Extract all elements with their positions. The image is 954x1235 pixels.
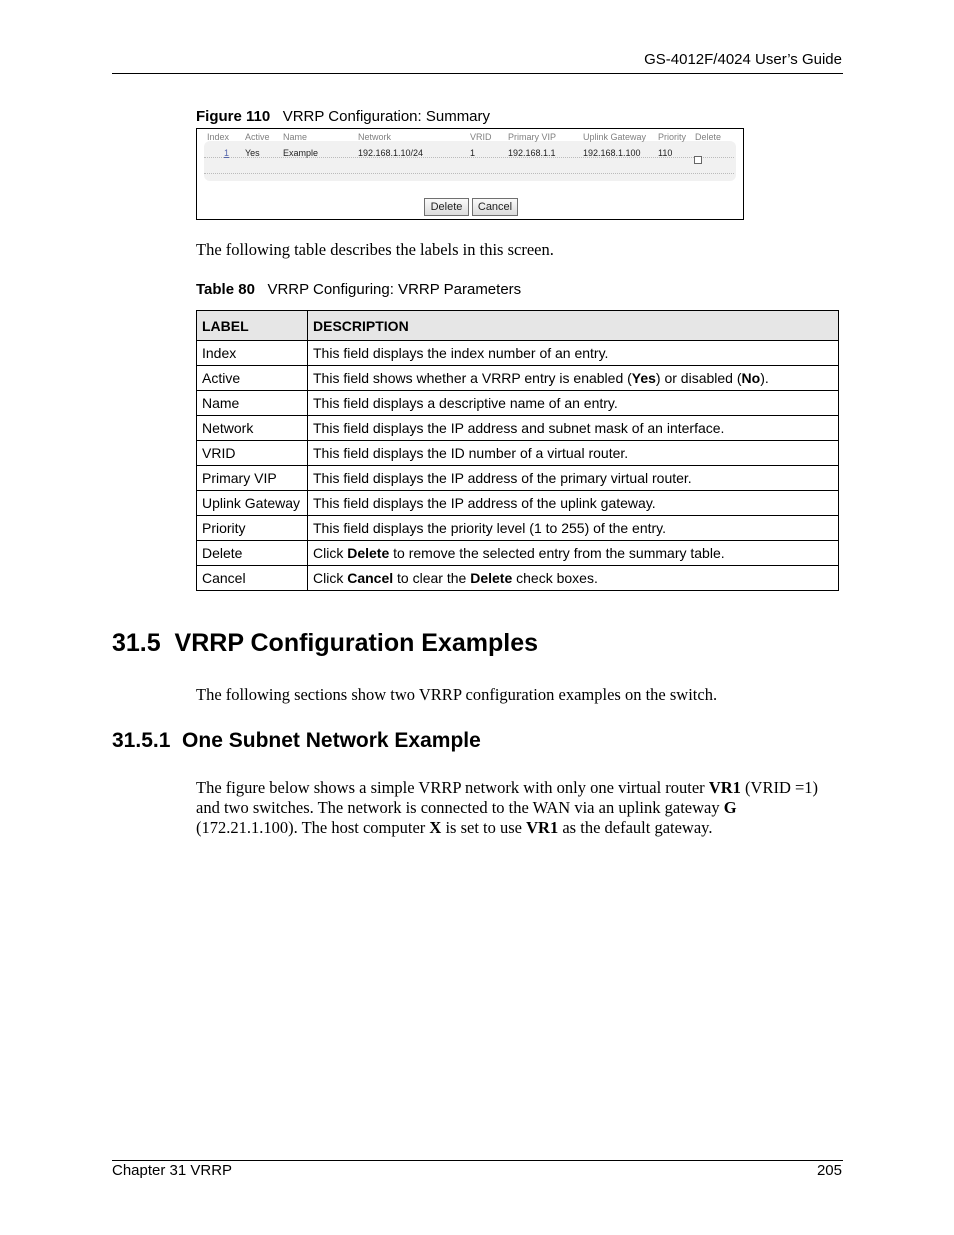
footer-page-number: 205	[816, 1162, 842, 1179]
subsection-heading: 31.5.1 One Subnet Network Example	[112, 729, 481, 752]
row-label: Name	[197, 391, 308, 416]
intro-paragraph: The following table describes the labels in this screen.	[196, 240, 554, 259]
entry-primary-vip: 192.168.1.1	[508, 148, 556, 158]
table-row	[197, 491, 839, 516]
row-label: VRID	[197, 441, 308, 466]
page-header-title: GS-4012F/4024 User’s Guide	[644, 51, 842, 68]
footer-rule	[112, 1160, 843, 1161]
section-paragraph: The following sections show two VRRP configuration examples on the switch.	[196, 685, 718, 704]
row-label: Uplink Gateway	[197, 491, 308, 516]
figure-caption-text: VRRP Configuration: Summary	[282, 108, 491, 125]
table-row	[197, 566, 839, 591]
row-description: Click Delete to remove the selected entry from the summary table.	[308, 541, 839, 566]
entry-active: Yes	[245, 148, 260, 158]
row-description: This field displays the priority level (1 to 255) of the entry.	[308, 516, 839, 541]
table-row	[197, 391, 839, 416]
entry-uplink-gateway: 192.168.1.100	[583, 148, 641, 158]
entry-index-link[interactable]: 1	[224, 148, 230, 158]
row-label: Cancel	[197, 566, 308, 591]
row-label: Index	[197, 341, 308, 366]
row-description: This field displays the ID number of a virtual router.	[308, 441, 839, 466]
entry-vrid: 1	[470, 148, 476, 158]
subsection-paragraph: The figure below shows a simple VRRP network with only one virtual router VR1 (VRID =1) and two switches. The network is connected to the WAN via an uplink gateway G (172.21.1.100). The host computer X is set to use VR1 as the default gateway.	[196, 778, 819, 837]
row-description: This field displays the IP address of the uplink gateway.	[308, 491, 839, 516]
entry-network: 192.168.1.10/24	[358, 148, 424, 158]
col-header-delete: Delete	[695, 132, 722, 142]
row-label: Primary VIP	[197, 466, 308, 491]
col-header-uplink-gateway: Uplink Gateway	[583, 132, 647, 142]
header-rule	[112, 73, 843, 74]
entry-name: Example	[283, 148, 319, 158]
row-divider	[204, 173, 734, 174]
col-header-vrid: VRID	[470, 132, 492, 142]
table-row	[197, 516, 839, 541]
table-caption-text: VRRP Configuring: VRRP Parameters	[267, 281, 522, 298]
summary-table-panel	[204, 141, 736, 181]
delete-checkbox[interactable]	[694, 156, 702, 164]
table-caption	[196, 281, 521, 298]
table-header-row	[197, 311, 839, 341]
figure-screenshot	[196, 128, 744, 220]
parameters-table	[196, 310, 839, 591]
table-caption-label: Table 80	[196, 281, 255, 298]
figure-caption	[196, 108, 490, 125]
row-description: This field displays the index number of an entry.	[308, 341, 839, 366]
row-description: Click Cancel to clear the Delete check boxes.	[308, 566, 839, 591]
header-label: LABEL	[197, 311, 308, 341]
row-label: Active	[197, 366, 308, 391]
entry-priority: 110	[658, 148, 673, 158]
table-row	[197, 541, 839, 566]
figure-caption-label: Figure 110	[196, 108, 271, 125]
row-label: Priority	[197, 516, 308, 541]
cancel-button[interactable]: Cancel	[472, 198, 518, 216]
col-header-index: Index	[207, 132, 230, 142]
row-description: This field displays the IP address of the primary virtual router.	[308, 466, 839, 491]
row-description: This field displays a descriptive name of an entry.	[308, 391, 839, 416]
col-header-primary-vip: Primary VIP	[508, 132, 557, 142]
delete-button[interactable]: Delete	[424, 198, 469, 216]
table-row	[197, 366, 839, 391]
table-row	[197, 466, 839, 491]
row-label: Delete	[197, 541, 308, 566]
col-header-name: Name	[283, 132, 308, 142]
row-description: This field shows whether a VRRP entry is enabled (Yes) or disabled (No).	[308, 366, 839, 391]
footer-chapter: Chapter 31 VRRP	[112, 1162, 233, 1179]
col-header-network: Network	[358, 132, 392, 142]
row-label: Network	[197, 416, 308, 441]
col-header-active: Active	[245, 132, 270, 142]
table-row	[197, 341, 839, 366]
header-description: DESCRIPTION	[308, 311, 839, 341]
row-description: This field displays the IP address and subnet mask of an interface.	[308, 416, 839, 441]
col-header-priority: Priority	[658, 132, 687, 142]
table-row	[197, 441, 839, 466]
section-heading: 31.5 VRRP Configuration Examples	[112, 629, 539, 657]
table-row	[197, 416, 839, 441]
